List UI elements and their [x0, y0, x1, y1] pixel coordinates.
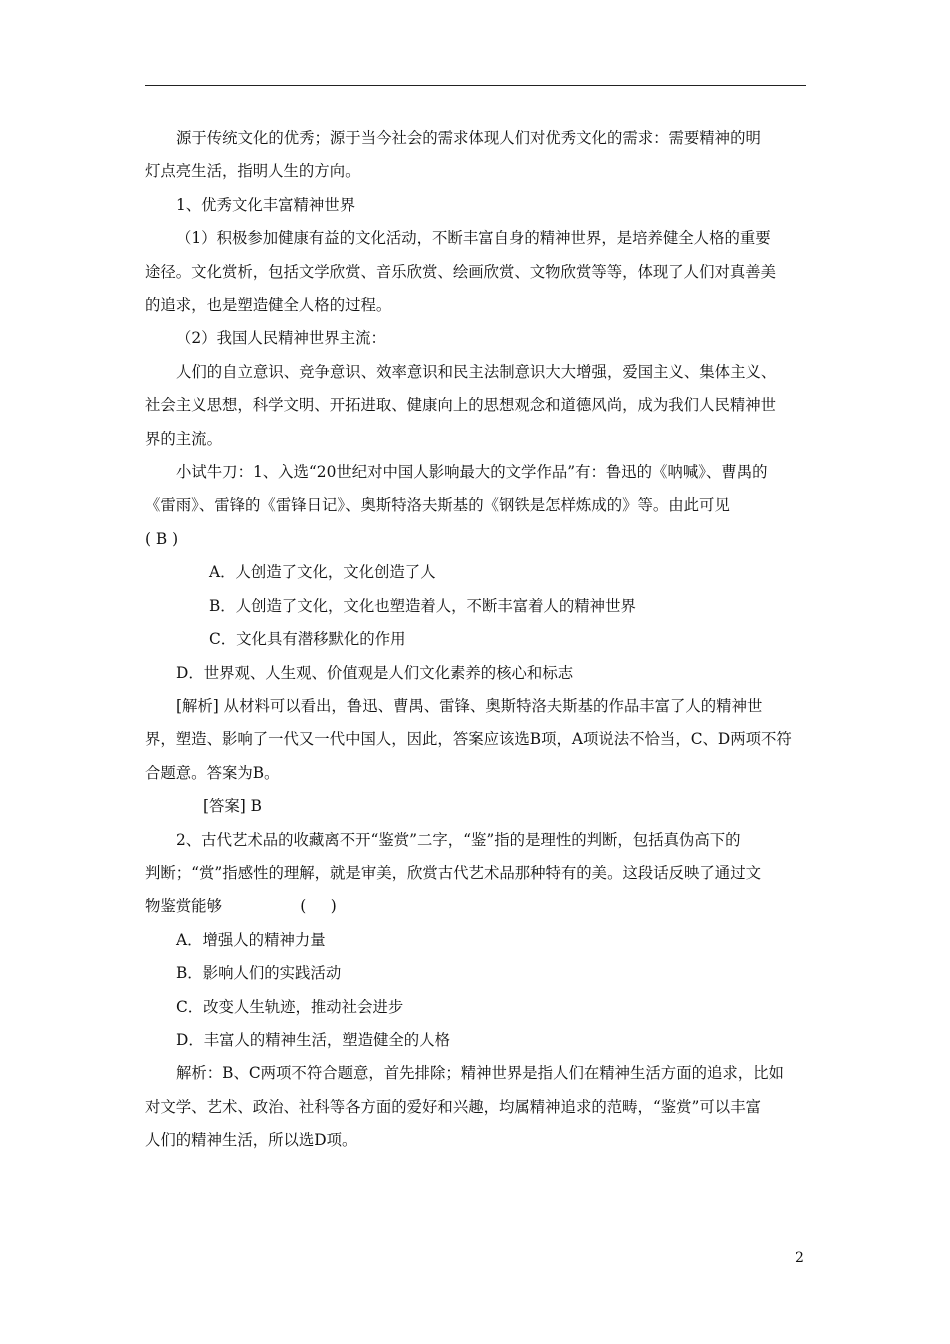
option-c: C．改变人生轨迹，推动社会进步 — [176, 997, 404, 1016]
answer-bracket: ( B ) — [145, 529, 179, 548]
option-b: B．影响人们的实践活动 — [176, 964, 342, 983]
option-b: B．人创造了文化，文化也塑造着人，不断丰富着人的精神世界 — [209, 596, 636, 615]
analysis-text: 对文学、艺术、政治、社科等各方面的爱好和兴趣，均属精神追求的范畴，“鉴赏”可以丰富 — [145, 1097, 761, 1116]
question-text: 《雷雨》、雷锋的《雷锋日记》、奥斯特洛夫斯基的《钢铁是怎样炼成的》等。由此可见 — [145, 496, 730, 515]
analysis-text: 人们的精神生活，所以选D项。 — [145, 1131, 358, 1150]
analysis-text: 解析：B、C两项不符合题意，首先排除；精神世界是指人们在精神生活方面的追求，比如 — [176, 1064, 784, 1083]
text-line: 人们的自立意识、竞争意识、效率意识和民主法制意识大大增强，爱国主义、集体主义、 — [176, 362, 777, 381]
text-line: 源于传统文化的优秀；源于当今社会的需求体现人们对优秀文化的需求：需要精神的明 — [176, 129, 761, 147]
option-a: A．增强人的精神力量 — [176, 930, 326, 949]
option-a: A．人创造了文化，文化创造了人 — [209, 563, 436, 582]
section-heading: 1、优秀文化丰富精神世界 — [176, 195, 356, 214]
option-d: D．丰富人的精神生活，塑造健全的人格 — [176, 1030, 450, 1049]
text-line: （1）积极参加健康有益的文化活动，不断丰富自身的精神世界，是培养健全人格的重要 — [176, 229, 771, 248]
page-number: 2 — [795, 1250, 804, 1266]
text-line: 途径。文化赏析，包括文学欣赏、音乐欣赏、绘画欣赏、文物欣赏等等，体现了人们对真善美 — [145, 262, 777, 281]
analysis-text: [解析] 从材料可以看出，鲁迅、曹禺、雷锋、奥斯特洛夫斯基的作品丰富了人的精神世 — [176, 696, 763, 715]
question-text: 2、古代艺术品的收藏离不开“鉴赏”二字，“鉴”指的是理性的判断，包括真伪高下的 — [176, 830, 741, 849]
text-line: 的追求，也是塑造健全人格的过程。 — [145, 296, 392, 315]
option-d: D．世界观、人生观、价值观是人们文化素养的核心和标志 — [176, 663, 574, 682]
analysis-text: 合题意。答案为B。 — [145, 763, 280, 782]
question-text: 物鉴赏能够 ( ) — [145, 897, 337, 916]
option-c: C．文化具有潜移默化的作用 — [209, 630, 406, 649]
text-line: 界的主流。 — [145, 429, 222, 448]
header-rule — [145, 85, 806, 86]
text-line: 社会主义思想，科学文明、开拓进取、健康向上的思想观念和道德风尚，成为我们人民精神世 — [145, 396, 777, 415]
document-body — [145, 122, 810, 1158]
analysis-text: 界，塑造、影响了一代又一代中国人，因此，答案应该选B项，A项说法不恰当，C、D两项不符 — [145, 730, 792, 749]
answer-text: [答案] B — [203, 797, 262, 816]
text-line: 灯点亮生活，指明人生的方向。 — [145, 162, 361, 181]
text-line: （2）我国人民精神世界主流： — [176, 329, 386, 348]
question-text: 小试牛刀：1、入选“20世纪对中国人影响最大的文学作品”有：鲁迅的《呐喊》、曹禺的 — [176, 463, 768, 482]
question-text: 判断；“赏”指感性的理解，就是审美，欣赏古代艺术品那种特有的美。这段话反映了通过文 — [145, 863, 761, 882]
